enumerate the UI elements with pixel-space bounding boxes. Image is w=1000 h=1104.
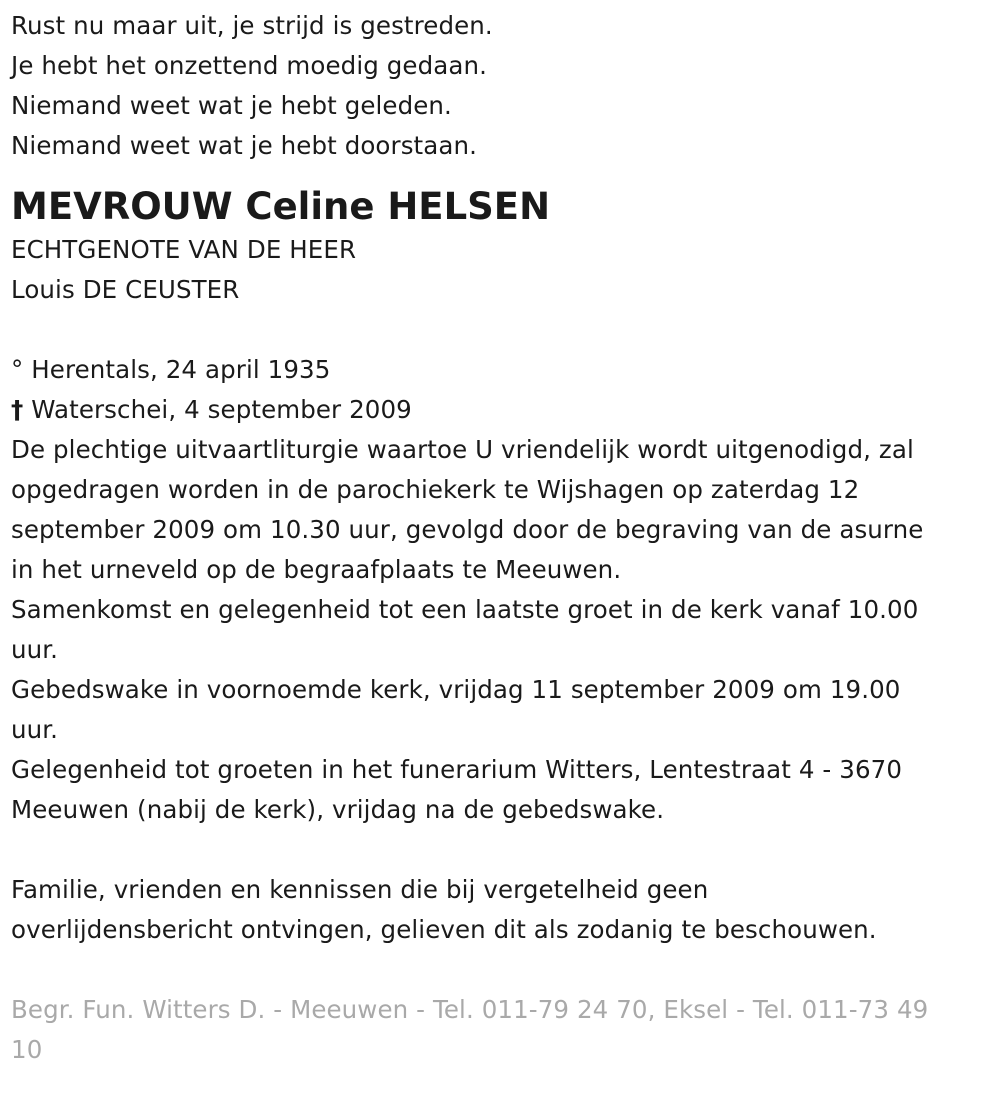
spacer	[11, 950, 991, 990]
liturgy-text: in het urneveld op de begraafplaats te Meeuwen.	[11, 555, 622, 584]
footer-text: 10	[11, 1035, 43, 1064]
spacer	[11, 310, 991, 350]
deceased-block	[11, 184, 991, 310]
liturgy-text: september 2009 om 10.30 uur, gevolgd door de begraving van de asurne	[11, 515, 924, 544]
liturgy-text: De plechtige uitvaartliturgie waartoe U vriendelijk wordt uitgenodigd, zal	[11, 435, 914, 464]
obituary-document	[11, 6, 991, 1070]
wake-text: Gebedswake in voornoemde kerk, vrijdag 11 september 2009 om 19.00	[11, 675, 901, 704]
gathering-text: uur.	[11, 635, 59, 664]
notice-text: Familie, vrienden en kennissen die bij vergetelheid geen	[11, 875, 709, 904]
cross-icon: †	[11, 395, 24, 424]
undertaker-footer	[11, 990, 991, 1070]
notice-block	[11, 870, 991, 950]
birth-symbol-icon: °	[11, 355, 24, 384]
notice-text: overlijdensbericht ontvingen, gelieven dit als zodanig te beschouwen.	[11, 915, 877, 944]
death-line	[11, 390, 991, 430]
poem-line: Je hebt het onzettend moedig gedaan.	[11, 51, 487, 80]
liturgy-text: opgedragen worden in de parochiekerk te Wijshagen op zaterdag 12	[11, 475, 860, 504]
dates-block	[11, 350, 991, 430]
birth-line	[11, 350, 991, 390]
deceased-name: MEVROUW Celine HELSEN	[11, 185, 551, 228]
relation-text: ECHTGENOTE VAN DE HEER	[11, 235, 357, 264]
death-text: Waterschei, 4 september 2009	[31, 395, 412, 424]
poem-line: Niemand weet wat je hebt geleden.	[11, 91, 452, 120]
funerarium-text: Meeuwen (nabij de kerk), vrijdag na de gebedswake.	[11, 795, 665, 824]
footer-text: Begr. Fun. Witters D. - Meeuwen - Tel. 011-79 24 70, Eksel - Tel. 011-73 49	[11, 995, 929, 1024]
birth-text: Herentals, 24 april 1935	[31, 355, 331, 384]
poem-line: Niemand weet wat je hebt doorstaan.	[11, 131, 478, 160]
funerarium-text: Gelegenheid tot groeten in het funerarium Witters, Lentestraat 4 - 3670	[11, 755, 903, 784]
poem	[11, 6, 991, 166]
gathering-text: Samenkomst en gelegenheid tot een laatste groet in de kerk vanaf 10.00	[11, 595, 919, 624]
spouse-name: Louis DE CEUSTER	[11, 275, 240, 304]
spacer	[11, 830, 991, 870]
wake-text: uur.	[11, 715, 59, 744]
details-block	[11, 430, 991, 830]
poem-line: Rust nu maar uit, je strijd is gestreden.	[11, 11, 493, 40]
